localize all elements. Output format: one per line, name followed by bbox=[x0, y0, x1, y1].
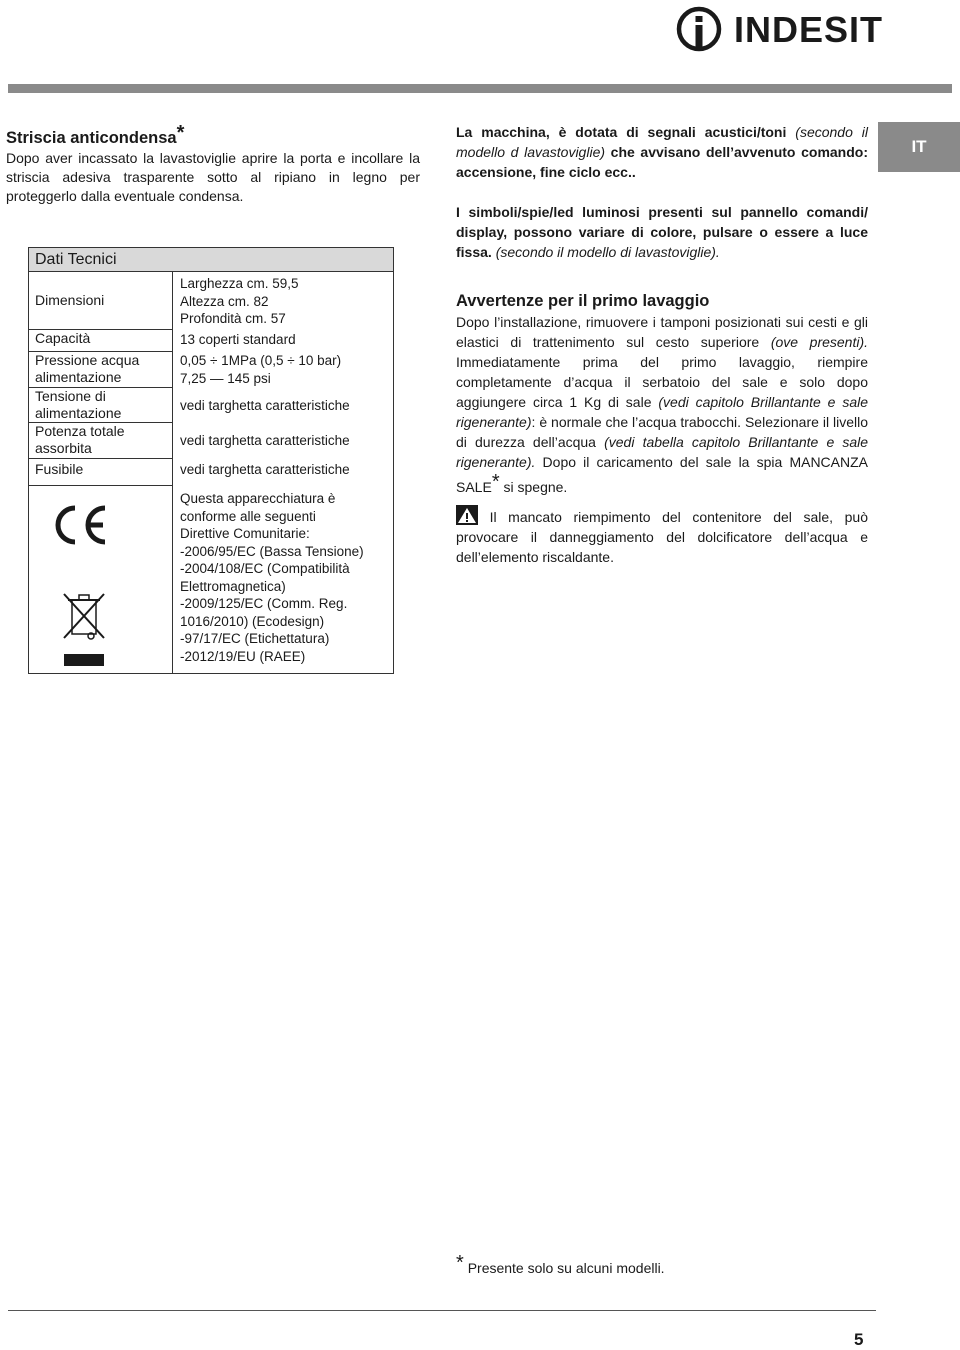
value-voltage: vedi targhetta caratteristiche bbox=[180, 398, 350, 413]
label-voltage: Tensione di alimentazione bbox=[35, 388, 122, 421]
label-capacity: Capacità bbox=[35, 330, 91, 346]
indesit-logo-icon bbox=[676, 6, 722, 52]
value-water-pressure: 0,05 ÷ 1MPa (0,5 ÷ 10 bar) 7,25 — 145 psi bbox=[180, 353, 342, 386]
page-number: 5 bbox=[854, 1330, 864, 1349]
indesit-logo bbox=[676, 6, 884, 58]
first-wash-paragraph: Dopo l’installazione, rimuovere i tamponi posizionati sui cesti e gli elastici di trattenimento sul cesto superiore (ove presenti). Immediatamente prima del primo lavaggio, riempire completamente d’acqua il serbatoio del sale e solo dopo aggiungere circa 1 Kg di sale (vedi capitolo Brillantante e sale rigenerante): è normale che l’acqua trabocchi. Selezionare il livello di durezza dell’acqua (vedi tabella capitolo Brillantante e sale rigenerante). Dopo il caricamento del sale la spia MANCANZA SALE* si spegne. bbox=[456, 314, 869, 495]
brand-wordmark: INDESIT bbox=[734, 9, 884, 50]
footnote: * Presente solo su alcuni modelli. bbox=[456, 1252, 665, 1276]
symbols-paragraph: I simboli/spie/led luminosi presenti sul pannello comandi/ display, possono variare di colore, pulsare o essere a luce fissa. (secondo il modello di lavastoviglie). bbox=[456, 204, 868, 260]
right-column bbox=[456, 122, 868, 567]
first-wash-heading: Avvertenze per il primo lavaggio bbox=[456, 292, 710, 310]
label-water-pressure: Pressione acqua alimentazione bbox=[35, 352, 140, 385]
weee-bin-icon bbox=[62, 592, 106, 672]
ce-mark-icon bbox=[51, 502, 111, 548]
value-dimensions: Larghezza cm. 59,5 Altezza cm. 82 Profondità cm. 57 bbox=[180, 276, 299, 326]
acoustic-signals-paragraph: La macchina, è dotata di segnali acustici/toni (secondo il modello d lavastoviglie) che avvisano dell’avvenuto comando: accensione, fine ciclo ecc.. bbox=[456, 124, 868, 180]
technical-data-table bbox=[28, 247, 394, 674]
header-bar bbox=[8, 84, 952, 93]
section-title: Striscia anticondensa* bbox=[6, 122, 185, 147]
compliance-text: Questa apparecchiatura è conforme alle seguenti Direttive Comunitarie: -2006/95/EC (Bassa Tensione) -2004/108/EC (Compatibilità Elettromagnetica) -2009/125/EC (Comm. Reg. 1016/2010) (Ecodesign) -97/17/EC (Etichettatura) -2012/19/EU (RAEE) bbox=[180, 491, 364, 664]
table-header: Dati Tecnici bbox=[29, 248, 393, 272]
label-column bbox=[29, 272, 173, 673]
section-body: Dopo aver incassato la lavastoviglie aprire la porta e incollare la striscia adesiva trasparente sotto al ripiano in legno per proteggerlo dalla eventuale condensa. bbox=[6, 150, 420, 204]
language-tab: IT bbox=[878, 122, 960, 172]
label-power: Potenza totale assorbita bbox=[35, 423, 125, 456]
value-fuse: vedi targhetta caratteristiche bbox=[180, 462, 350, 477]
footer-rule bbox=[8, 1310, 876, 1311]
value-capacity: 13 coperti standard bbox=[180, 332, 296, 347]
label-fuse: Fusibile bbox=[35, 461, 84, 477]
warning-icon bbox=[456, 505, 478, 525]
salt-warning-paragraph: Il mancato riempimento del contenitore del sale, può provocare il danneggiamento del dolcificatore dell’acqua e dell’elemento riscaldante. bbox=[456, 505, 868, 567]
value-power: vedi targhetta caratteristiche bbox=[180, 433, 350, 448]
anti-condensation-section bbox=[6, 122, 420, 206]
label-dimensions: Dimensioni bbox=[35, 292, 105, 308]
